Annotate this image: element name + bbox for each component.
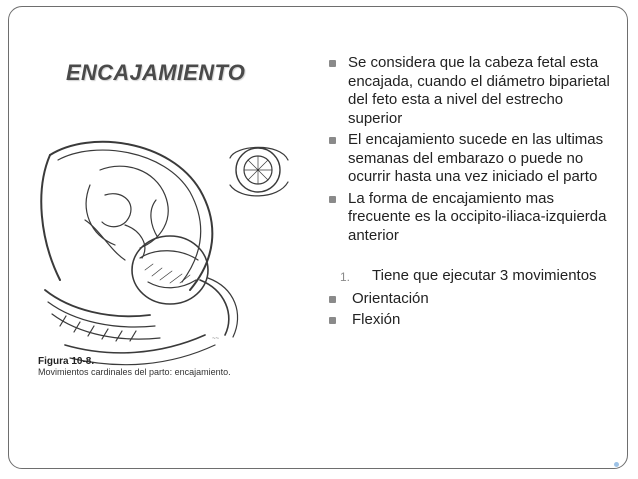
bullet-text: Orientación: [352, 289, 429, 307]
bullet-text: La forma de encajamiento mas frecuente es la occipito-iliaca-izquierda anterior: [348, 189, 607, 244]
bullet-item-1: [326, 54, 616, 128]
bullet-marker-icon: [329, 60, 336, 67]
figure-label: Figura 10-8.: [38, 356, 95, 367]
bullet-item-orientacion: [326, 290, 616, 309]
bullet-text: Se considera que la cabeza fetal esta encajada, cuando el diámetro biparietal del feto esta a nivel del estrecho superior: [348, 54, 610, 127]
bullet-marker-icon: [329, 196, 336, 203]
slide-title: ENCAJAMIENTO: [66, 60, 246, 85]
corner-dot: [614, 462, 619, 467]
numbered-text: Tiene que ejecutar 3 movimientos: [372, 267, 597, 284]
figure-caption: [38, 356, 288, 378]
numbered-marker: 1.: [340, 270, 351, 284]
bullet-text: Flexión: [352, 311, 401, 328]
numbered-item-1: [326, 267, 616, 286]
bullet-item-flexion: [326, 311, 616, 330]
bullet-text: El encajamiento sucede en las ultimas semanas del embarazo o puede no ocurrir hasta una vez iniciado el parto: [348, 131, 604, 185]
figure-caption-text: Movimientos cardinales del parto: encajamiento.: [38, 367, 231, 377]
bullet-list: [326, 54, 616, 333]
bullet-item-2: [326, 131, 616, 187]
illustrator-signature: ~~: [212, 336, 220, 342]
bullet-item-3: [326, 190, 616, 246]
bullet-marker-icon: [329, 137, 336, 144]
bullet-marker-icon: [329, 317, 336, 324]
bullet-marker-icon: [329, 296, 336, 303]
